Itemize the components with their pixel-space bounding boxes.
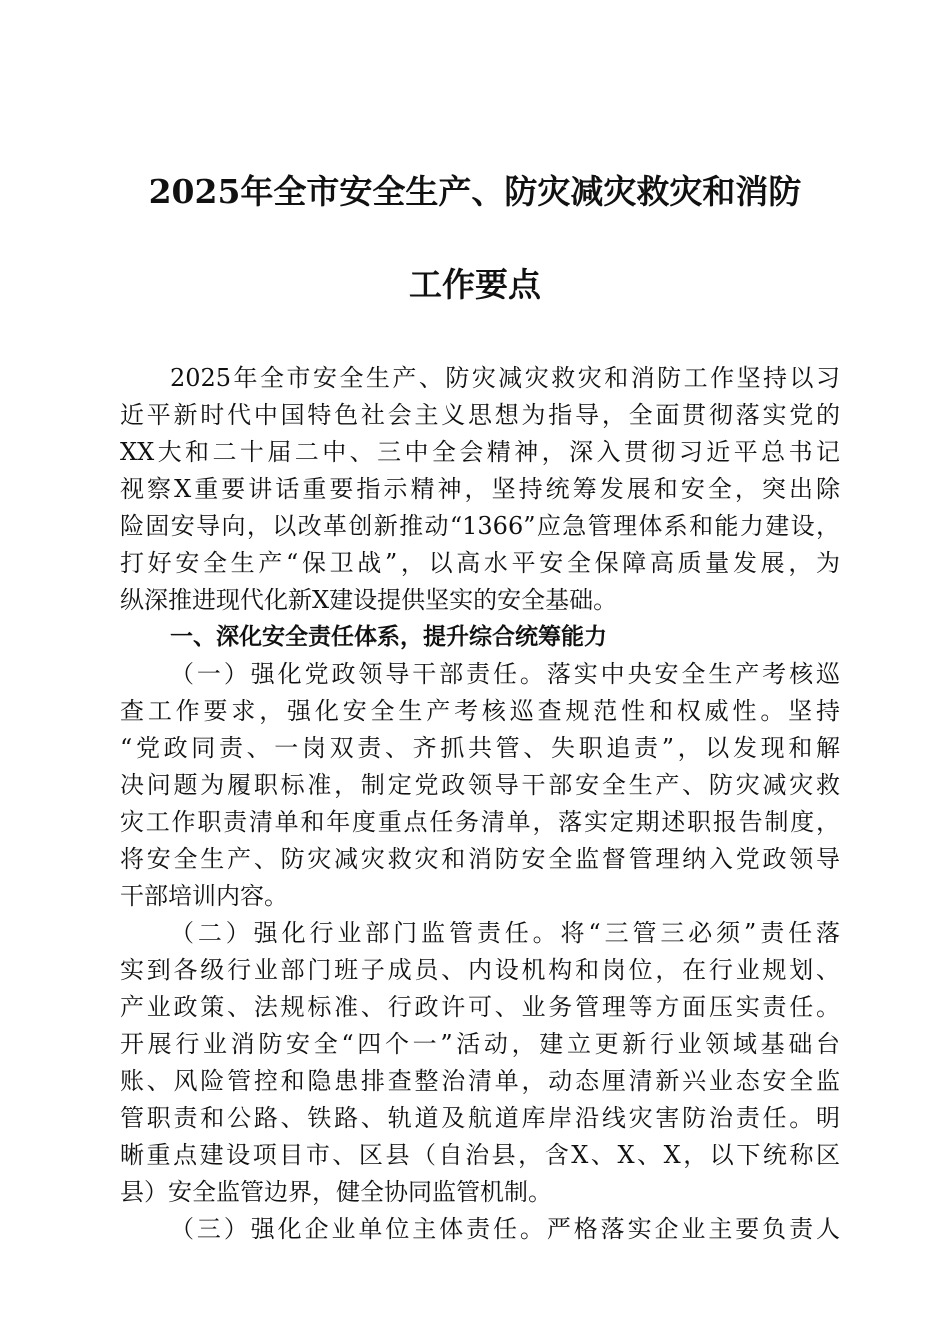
paragraph-intro-line: 打好安全生产“保卫战”，以高水平安全保障高质量发展，为 [120, 549, 840, 577]
paragraph-item-3-line: （三）强化企业单位主体责任。严格落实企业主要负责人 [170, 1215, 840, 1243]
paragraph-intro-line: 近平新时代中国特色社会主义思想为指导，全面贯彻落实党的 [120, 401, 840, 429]
section-heading-1: 一、深化安全责任体系，提升综合统筹能力 [170, 624, 607, 650]
paragraph-item-1-line: 查工作要求，强化安全生产考核巡查规范性和权威性。坚持 [120, 697, 840, 725]
document-title-line-1: 2025年全市安全生产、防灾减灾救灾和消防 [148, 172, 802, 211]
paragraph-item-2-line: 产业政策、法规标准、行政许可、业务管理等方面压实责任。 [120, 993, 840, 1021]
paragraph-item-2-line: 管职责和公路、铁路、轨道及航道库岸沿线灾害防治责任。明 [120, 1104, 840, 1132]
document-body [120, 360, 840, 1248]
paragraph-item-2-line: 账、风险管控和隐患排查整治清单，动态厘清新兴业态安全监 [120, 1067, 840, 1095]
paragraph-intro-line: 纵深推进现代化新X建设提供坚实的安全基础。 [120, 586, 618, 614]
paragraph-intro-line: 险固安导向，以改革创新推动“1366”应急管理体系和能力建设， [120, 512, 840, 540]
paragraph-item-2-line: （二）强化行业部门监管责任。将“三管三必须”责任落 [170, 919, 840, 947]
paragraph-item-2-line: 开展行业消防安全“四个一”活动，建立更新行业领域基础台 [120, 1030, 840, 1058]
paragraph-item-1-line: 干部培训内容。 [120, 882, 288, 910]
paragraph-item-2-line: 实到各级行业部门班子成员、内设机构和岗位，在行业规划、 [120, 956, 840, 984]
paragraph-intro-line: XX大和二十届二中、三中全会精神，深入贯彻习近平总书记 [120, 438, 840, 466]
paragraph-item-1-line: 决问题为履职标准，制定党政领导干部安全生产、防灾减灾救 [120, 771, 840, 799]
paragraph-intro-line: 视察X重要讲话重要指示精神，坚持统筹发展和安全，突出除 [120, 475, 840, 503]
paragraph-item-1-line: “党政同责、一岗双责、齐抓共管、失职追责”，以发现和解 [120, 734, 840, 762]
paragraph-item-1-line: 灾工作职责清单和年度重点任务清单，落实定期述职报告制度， [120, 808, 840, 836]
document-title-line-2: 工作要点 [409, 265, 541, 304]
paragraph-intro-line: 2025年全市安全生产、防灾减灾救灾和消防工作坚持以习 [170, 364, 840, 392]
paragraph-item-2-line: 晰重点建设项目市、区县（自治县，含X、X、X，以下统称区 [120, 1141, 840, 1169]
paragraph-item-2-line: 县）安全监管边界，健全协同监管机制。 [120, 1178, 552, 1206]
paragraph-item-1-line: 将安全生产、防灾减灾救灾和消防安全监督管理纳入党政领导 [120, 845, 840, 873]
paragraph-item-1-line: （一）强化党政领导干部责任。落实中央安全生产考核巡 [170, 660, 840, 688]
